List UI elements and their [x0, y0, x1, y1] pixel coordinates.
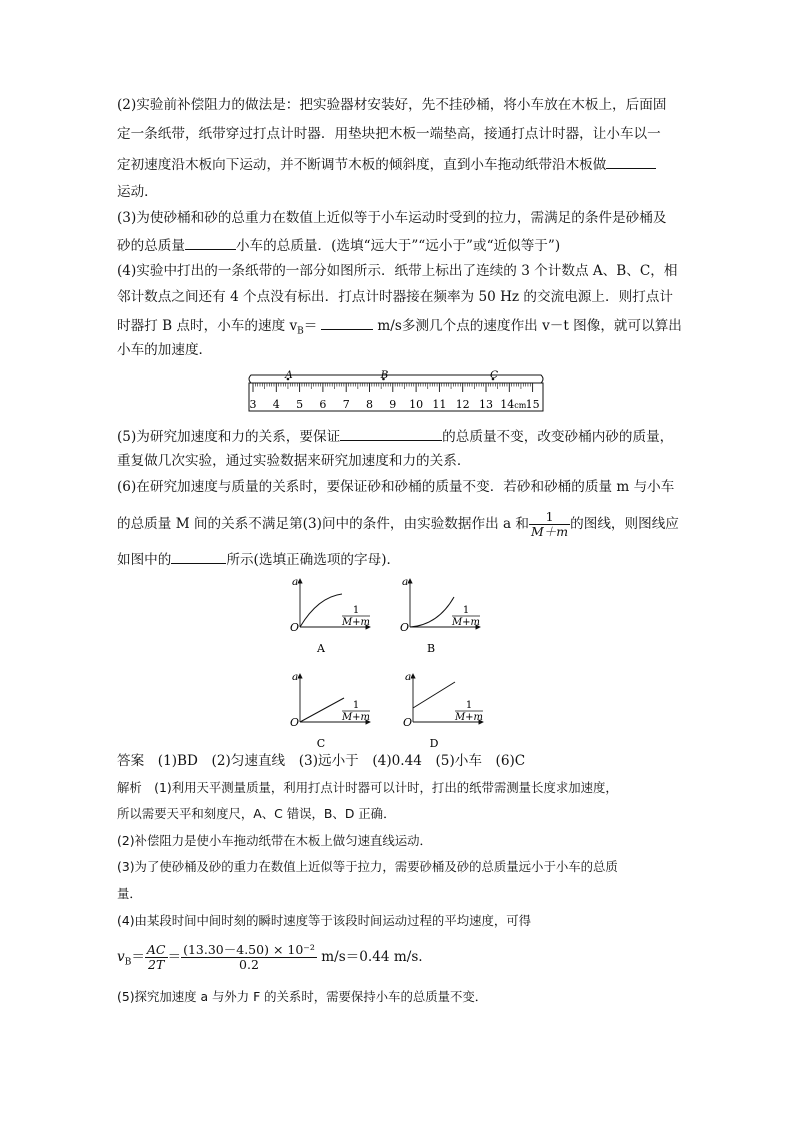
graph-x-label-den: M+m — [341, 712, 371, 723]
ruler-tick-label: 4 — [272, 398, 280, 411]
graph-x-label-den: M+m — [454, 712, 484, 723]
graph-option-C — [290, 671, 370, 750]
q4-line-1: (4)实验中打出的一条纸带的一部分如图所示．纸带上标出了连续的 3 个计数点 A、B、C，相 — [117, 263, 678, 279]
ruler-tick-label: 3 — [249, 398, 257, 411]
graph-option-label: B — [426, 642, 436, 655]
q3-line-2 — [117, 235, 560, 255]
graph-curve-D — [413, 682, 455, 708]
graph-y-label: a — [402, 576, 409, 588]
graph-option-D — [403, 671, 483, 750]
graph-option-A — [290, 576, 370, 655]
ruler-tick-labels — [250, 398, 540, 411]
q5-line-1 — [117, 426, 673, 446]
q4-line-3c: m/s多测几个点的速度作出 v－t 图像，就可以算出 — [377, 318, 682, 334]
q4-line-3 — [117, 315, 682, 341]
q5-line-2: 重复做几次实验，通过实验数据来研究加速度和力的关系． — [117, 453, 471, 469]
graph-option-label: C — [316, 737, 326, 750]
graph-origin-label: O — [400, 621, 410, 634]
ruler-tick-label: 8 — [366, 398, 373, 411]
formula-eq-1: ＝ — [131, 949, 145, 965]
graph-y-label: a — [292, 576, 299, 588]
analysis-s2: (2)补偿阻力是使小车拖动纸带在木板上做匀速直线运动． — [117, 833, 432, 848]
q4-sub-b: B — [297, 326, 304, 337]
ruler-tick-label: 11 — [432, 398, 447, 411]
ruler-tick-label: 10 — [409, 398, 424, 411]
ruler-tick-label: 15 — [525, 398, 540, 411]
analysis-s4-line-1: (4)由某段时间中间时刻的瞬时速度等于该段时间运动过程的平均速度，可得 — [117, 913, 532, 928]
tape-label-B: B — [380, 369, 389, 381]
formula-frac-2-num: (13.30－4.50) × 10⁻² — [183, 942, 315, 957]
q2-line-4: 运动． — [117, 184, 158, 200]
graph-option-B — [400, 576, 480, 655]
q3-line-1: (3)为使砂桶和砂的总重力在数值上近似等于小车运动时受到的拉力，需满足的条件是砂桶及 — [117, 210, 667, 226]
answer-text: (1)BD (2)匀速直线 (3)远小于 (4)0.44 (5)小车 (6)C — [157, 753, 526, 769]
analysis-line-1 — [117, 779, 618, 797]
q4-line-4: 小车的加速度． — [117, 342, 213, 358]
q4-line-3b: ＝ — [303, 318, 318, 334]
answer-line — [117, 752, 525, 770]
q3-line-2b: 小车的总质量．(选填“远大于”“远小于”或“近似等于”) — [235, 238, 561, 254]
q6-line-2a: 的总质量 M 间的关系不满足第(3)问中的条件，由实验数据作出 a 和 — [117, 516, 529, 532]
formula-sub-b: B — [124, 957, 132, 968]
q2-line-2: 定一条纸带，纸带穿过打点计时器．用垫块把木板一端垫高，接通打点计时器，让小车以一 — [117, 126, 661, 142]
graph-x-label-num: 1 — [352, 700, 360, 711]
q6-line-3b: 所示(选填正确选项的字母)． — [226, 552, 401, 568]
tape-label-A: A — [285, 369, 293, 381]
q6-frac-den: M＋m — [531, 524, 569, 539]
analysis-s1-line-1: (1)利用天平测量质量，利用打点计时器可以计时，打出的纸带需测量长度求加速度， — [154, 780, 618, 795]
graph-x-label-den: M+m — [341, 617, 371, 628]
graph-curve-B — [410, 597, 454, 627]
analysis-s1-line-2: 所以需要天平和刻度尺，A、C 错误，B、D 正确． — [117, 806, 396, 821]
formula-frac-1-num: AC — [146, 942, 166, 957]
ruler-tick-label: 6 — [319, 398, 327, 411]
q6-line-3 — [117, 549, 400, 569]
formula-v: v — [117, 949, 125, 965]
tape-label-C: C — [489, 369, 499, 381]
graph-x-label-num: 1 — [465, 700, 473, 711]
ruler-tick-label: 9 — [389, 398, 397, 411]
q3-line-2a: 砂的总质量 — [117, 238, 185, 254]
q5-line-1b: 的总质量不变，改变砂桶内砂的质量， — [442, 429, 674, 445]
analysis-s3-line-1: (3)为了使砂桶及砂的重力在数值上近似等于拉力，需要砂桶及砂的总质量远小于小车的总质 — [117, 859, 618, 874]
q2-line-3 — [117, 154, 656, 174]
q6-line-1: (6)在研究加速度与质量的关系时，要保证砂和砂桶的质量不变．若砂和砂桶的质量 m 与小车 — [117, 479, 675, 495]
q2-line-3-text: 定初速度沿木板向下运动，并不断调节木板的倾斜度，直到小车拖动纸带沿木板做 — [117, 157, 607, 173]
graph-option-label: A — [317, 642, 325, 655]
analysis-label: 解析 — [117, 780, 142, 795]
graph-origin-label: O — [403, 716, 413, 729]
q2-answer-blank — [606, 154, 656, 169]
ruler-tick-label: 14cm — [500, 398, 527, 411]
q4-line-2: 邻计数点之间还有 4 个点没有标出．打点计时器接在频率为 50 Hz 的交流电源上．则打点计 — [117, 289, 673, 305]
graph-x-label-den: M+m — [451, 617, 481, 628]
q4-line-3a: 时器打 B 点时，小车的速度 v — [117, 318, 298, 334]
ruler-tick-label: 5 — [296, 398, 304, 411]
tape-ruler-figure — [245, 369, 547, 415]
formula-frac-2 — [181, 943, 317, 972]
q6-frac-num: 1 — [529, 510, 570, 525]
formula-eq-2: ＝ — [167, 949, 182, 965]
q6-fraction — [529, 510, 570, 539]
graph-x-label-num: 1 — [462, 605, 470, 616]
ruler-tick-label: 7 — [342, 398, 350, 411]
graph-x-label-num: 1 — [352, 605, 360, 616]
formula-tail: m/s＝0.44 m/s. — [321, 949, 423, 965]
q6-line-2b: 的图线，则图线应 — [570, 516, 679, 532]
q6-line-2 — [117, 509, 679, 539]
graph-curve-A — [300, 594, 342, 627]
ruler-tick-label: 12 — [455, 398, 470, 411]
graph-curve-C — [300, 698, 344, 722]
graph-options — [290, 576, 483, 750]
paper-tape — [249, 375, 543, 383]
q3-answer-blank — [185, 235, 236, 250]
q4-answer-blank — [321, 315, 373, 330]
q5-line-1a: (5)为研究加速度和力的关系，要保证 — [117, 429, 341, 445]
graph-options-figure — [280, 572, 520, 750]
ruler-tick-label: 13 — [479, 398, 493, 411]
formula-frac-1-den: 2T — [148, 957, 165, 972]
graph-y-label: a — [405, 671, 412, 683]
graph-origin-label: O — [290, 716, 300, 729]
graph-option-label: D — [429, 737, 439, 750]
q5-answer-blank — [340, 426, 442, 441]
q2-line-1: (2)实验前补偿阻力的做法是：把实验器材安装好，先不挂砂桶，将小车放在木板上，后面固 — [117, 97, 667, 113]
graph-y-label: a — [292, 671, 299, 683]
ruler-unit-label: cm — [514, 401, 527, 410]
analysis-s5: (5)探究加速度 a 与外力 F 的关系时，需要保持小车的总质量不变． — [117, 989, 488, 1004]
formula-frac-1 — [145, 943, 168, 972]
answer-label: 答案 — [117, 753, 145, 769]
formula-frac-2-den: 0.2 — [239, 957, 259, 972]
q6-line-3a: 如图中的 — [117, 552, 172, 568]
q6-answer-blank — [171, 549, 226, 564]
graph-origin-label: O — [290, 621, 300, 634]
analysis-s4-formula — [117, 940, 423, 980]
analysis-s3-line-2: 量． — [117, 886, 142, 901]
